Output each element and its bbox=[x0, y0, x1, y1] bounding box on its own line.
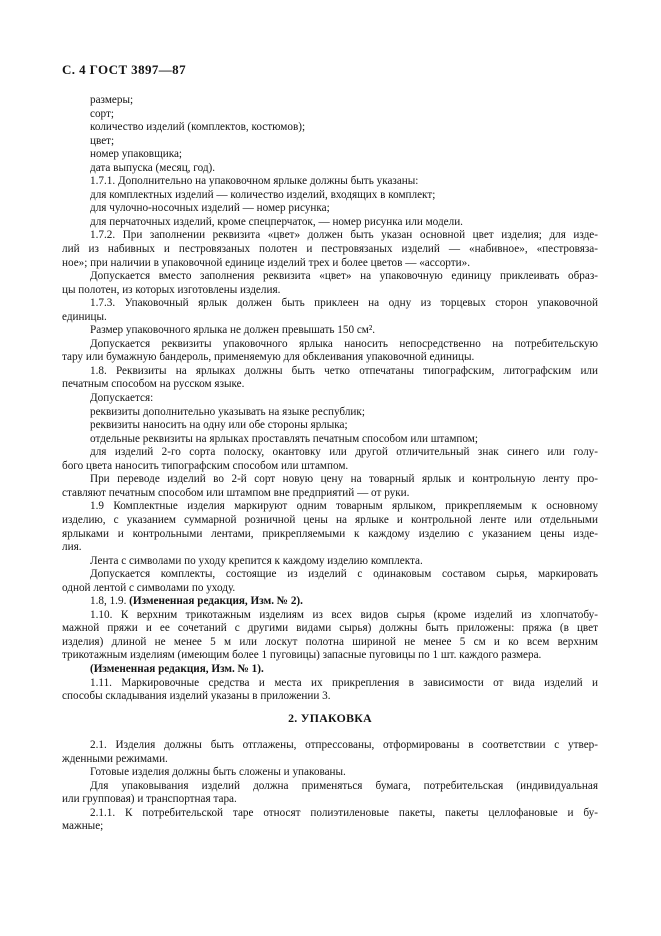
text-line bbox=[62, 189, 598, 203]
text-line bbox=[62, 663, 598, 677]
text-line bbox=[62, 649, 598, 663]
text-line bbox=[62, 595, 598, 609]
text-segment: цвет; bbox=[90, 134, 115, 147]
text-line bbox=[62, 297, 598, 311]
text-segment: для перчаточных изделий, кроме спецперчаток, — номер рисунка или модели. bbox=[90, 215, 463, 228]
text-segment: отдельные реквизиты на ярлыках проставлять печатным способом или штампом; bbox=[90, 432, 478, 445]
text-line bbox=[62, 568, 598, 582]
text-segment: Допускается: bbox=[90, 392, 154, 405]
text-line bbox=[62, 257, 598, 271]
text-segment: Лента с символами по уходу крепится к каждому изделию комплекта. bbox=[90, 554, 423, 567]
section-packaging-lines bbox=[62, 739, 598, 834]
text-segment: 1.7.1. Дополнительно на упаковочном ярлыке должны быть указаны: bbox=[90, 175, 419, 188]
text-segment: (Измененная редакция, Изм. № 1). bbox=[90, 662, 264, 675]
text-line bbox=[62, 753, 598, 767]
text-segment: Готовые изделия должны быть сложены и упакованы. bbox=[90, 766, 346, 779]
text-line bbox=[62, 284, 598, 298]
page-header: С. 4 ГОСТ 3897—87 bbox=[62, 62, 186, 77]
text-line bbox=[62, 175, 598, 189]
text-line bbox=[62, 202, 598, 216]
text-line bbox=[62, 135, 598, 149]
text-line bbox=[62, 324, 598, 338]
text-line bbox=[62, 94, 598, 108]
text-segment: или групповая) и транспортная тара. bbox=[62, 793, 237, 806]
text-segment: 1.7.2. При заполнении реквизита «цвет» должен быть указан основной цвет изделия; для изде- bbox=[90, 229, 598, 242]
text-line bbox=[62, 351, 598, 365]
text-line bbox=[62, 500, 598, 514]
text-segment: 1.11. Маркировочные средства и места их прикрепления в зависимости от вида изделий и bbox=[90, 676, 598, 689]
text-segment: 1.7.3. Упаковочный ярлык должен быть приклеен на одну из торцевых сторон упаковочной bbox=[90, 297, 598, 310]
text-line bbox=[62, 690, 598, 704]
text-line bbox=[62, 609, 598, 623]
text-segment: сорт; bbox=[90, 107, 115, 120]
text-line bbox=[62, 338, 598, 352]
text-line bbox=[62, 780, 598, 794]
text-segment: изделия) длиной не менее 5 м или лоскут полотна шириной не менее 5 см и ко всем верхним bbox=[62, 635, 598, 648]
text-line bbox=[62, 162, 598, 176]
text-segment: Для упаковывания изделий должна применяться бумага, потребительская (индивидуальная bbox=[90, 779, 598, 792]
text-segment: номер упаковщика; bbox=[90, 148, 183, 161]
text-segment: цы полотен, из которых изготовлены изделия. bbox=[62, 283, 281, 296]
document-body bbox=[62, 94, 598, 834]
text-line bbox=[62, 514, 598, 528]
text-segment: Размер упаковочного ярлыка не должен превышать 150 см². bbox=[90, 324, 376, 337]
text-segment: ярлыками и контрольными лентами, прикрепляемыми к каждому изделию с указанием цены изде- bbox=[62, 527, 598, 540]
text-segment: 1.8. Реквизиты на ярлыках должны быть четко отпечатаны типографским, литографским или bbox=[90, 364, 598, 377]
text-line bbox=[62, 677, 598, 691]
text-line bbox=[62, 636, 598, 650]
text-line bbox=[62, 406, 598, 420]
text-segment: 1.10. К верхним трикотажным изделиям из всех видов сырья (кроме изделий из хлопчатобу- bbox=[90, 608, 598, 621]
text-line bbox=[62, 121, 598, 135]
section-heading: 2. УПАКОВКА bbox=[288, 710, 372, 725]
text-segment: жденными режимами. bbox=[62, 752, 168, 765]
text-segment: способы складывания изделий указаны в приложении 3. bbox=[62, 690, 331, 703]
text-segment: одной лентой с символами по уходу. bbox=[62, 581, 236, 594]
text-line bbox=[62, 419, 598, 433]
text-line bbox=[62, 555, 598, 569]
text-line bbox=[62, 229, 598, 243]
text-segment: бого цвета наносить типографским способом или штампом. bbox=[62, 459, 349, 472]
text-line bbox=[62, 108, 598, 122]
text-segment: количество изделий (комплектов, костюмов); bbox=[90, 121, 306, 134]
section-marking-lines bbox=[62, 94, 598, 704]
text-segment: для чулочно-носочных изделий — номер рисунка; bbox=[90, 202, 330, 215]
text-segment: лий из набивных и пестровязаных полотен и пестровязаных изделий — «набивное», «пестровяза- bbox=[62, 243, 598, 256]
text-line bbox=[62, 216, 598, 230]
text-segment: Допускается комплекты, состоящие из изделий с одинаковым составом сырья, маркировать bbox=[90, 568, 598, 581]
text-segment: единицы. bbox=[62, 310, 107, 323]
text-line bbox=[62, 807, 598, 821]
text-segment: трикотажным изделиям (имеющим более 1 пуговицы) запасные пуговицы по 1 шт. каждого размера. bbox=[62, 649, 542, 662]
text-segment: лия. bbox=[62, 541, 82, 554]
text-line bbox=[62, 541, 598, 555]
text-line bbox=[62, 793, 598, 807]
text-segment: реквизиты наносить на одну или обе стороны ярлыка; bbox=[90, 419, 348, 432]
text-segment: ное»; при наличии в упаковочной единице изделий трех и более цветов — «ассорти». bbox=[62, 256, 471, 269]
text-segment-bold: (Измененная редакция, Изм. № 2). bbox=[129, 595, 303, 608]
text-line bbox=[62, 446, 598, 460]
text-line bbox=[62, 622, 598, 636]
text-segment: Допускается вместо заполнения реквизита «цвет» на упаковочную единицу приклеивать образ- bbox=[90, 270, 598, 283]
text-segment: 1.8, 1.9. bbox=[90, 595, 130, 608]
text-segment: 1.9 Комплектные изделия маркируют одним товарным ярлыком, прикрепляемым к основному bbox=[90, 500, 598, 513]
text-line bbox=[62, 739, 598, 753]
text-line bbox=[62, 820, 598, 834]
text-segment: для изделий 2-го сорта полоску, окантовку или другой отличительный знак синего или голу- bbox=[90, 446, 598, 459]
text-line bbox=[62, 582, 598, 596]
text-segment: изделию, с указанием суммарной розничной цены на ярлыке и контрольной ленте или отдельными bbox=[62, 513, 598, 526]
text-line bbox=[62, 392, 598, 406]
text-line bbox=[62, 311, 598, 325]
text-line bbox=[62, 473, 598, 487]
text-segment: размеры; bbox=[90, 94, 134, 106]
text-line bbox=[62, 270, 598, 284]
text-segment: для комплектных изделий — количество изделий, входящих в комплект; bbox=[90, 188, 436, 201]
text-segment: ставляют печатным способом или штампом вне предприятий — от руки. bbox=[62, 486, 410, 499]
text-segment: мажной пряжи и ее сочетаний с другими видами сырья) должны быть приложены: пряжа (в цвет bbox=[62, 622, 598, 635]
text-segment: дата выпуска (месяц, год). bbox=[90, 161, 216, 174]
text-line bbox=[62, 460, 598, 474]
text-segment: Допускается реквизиты упаковочного ярлыка наносить непосредственно на потребительскую bbox=[90, 337, 598, 350]
text-line bbox=[62, 243, 598, 257]
text-segment: реквизиты дополнительно указывать на языке республик; bbox=[90, 405, 365, 418]
text-line bbox=[62, 378, 598, 392]
text-line bbox=[62, 487, 598, 501]
text-segment: тару или бумажную бандероль, применяемую для обклеивания упаковочной единицы. bbox=[62, 351, 475, 364]
text-line bbox=[62, 433, 598, 447]
text-line bbox=[62, 528, 598, 542]
text-segment: При переводе изделий во 2-й сорт новую цену на товарный ярлык и контрольную ленту про- bbox=[90, 473, 598, 486]
text-line bbox=[62, 365, 598, 379]
text-segment: 2.1.1. К потребительской таре относят полиэтиленовые пакеты, пакеты целлофановые и бу- bbox=[90, 806, 598, 819]
text-segment: мажные; bbox=[62, 820, 104, 833]
text-line bbox=[62, 148, 598, 162]
text-segment: 2.1. Изделия должны быть отглажены, отпрессованы, отформированы в соответствии с утвер- bbox=[90, 739, 598, 752]
text-segment: печатным способом на русском языке. bbox=[62, 378, 245, 391]
text-line bbox=[62, 766, 598, 780]
